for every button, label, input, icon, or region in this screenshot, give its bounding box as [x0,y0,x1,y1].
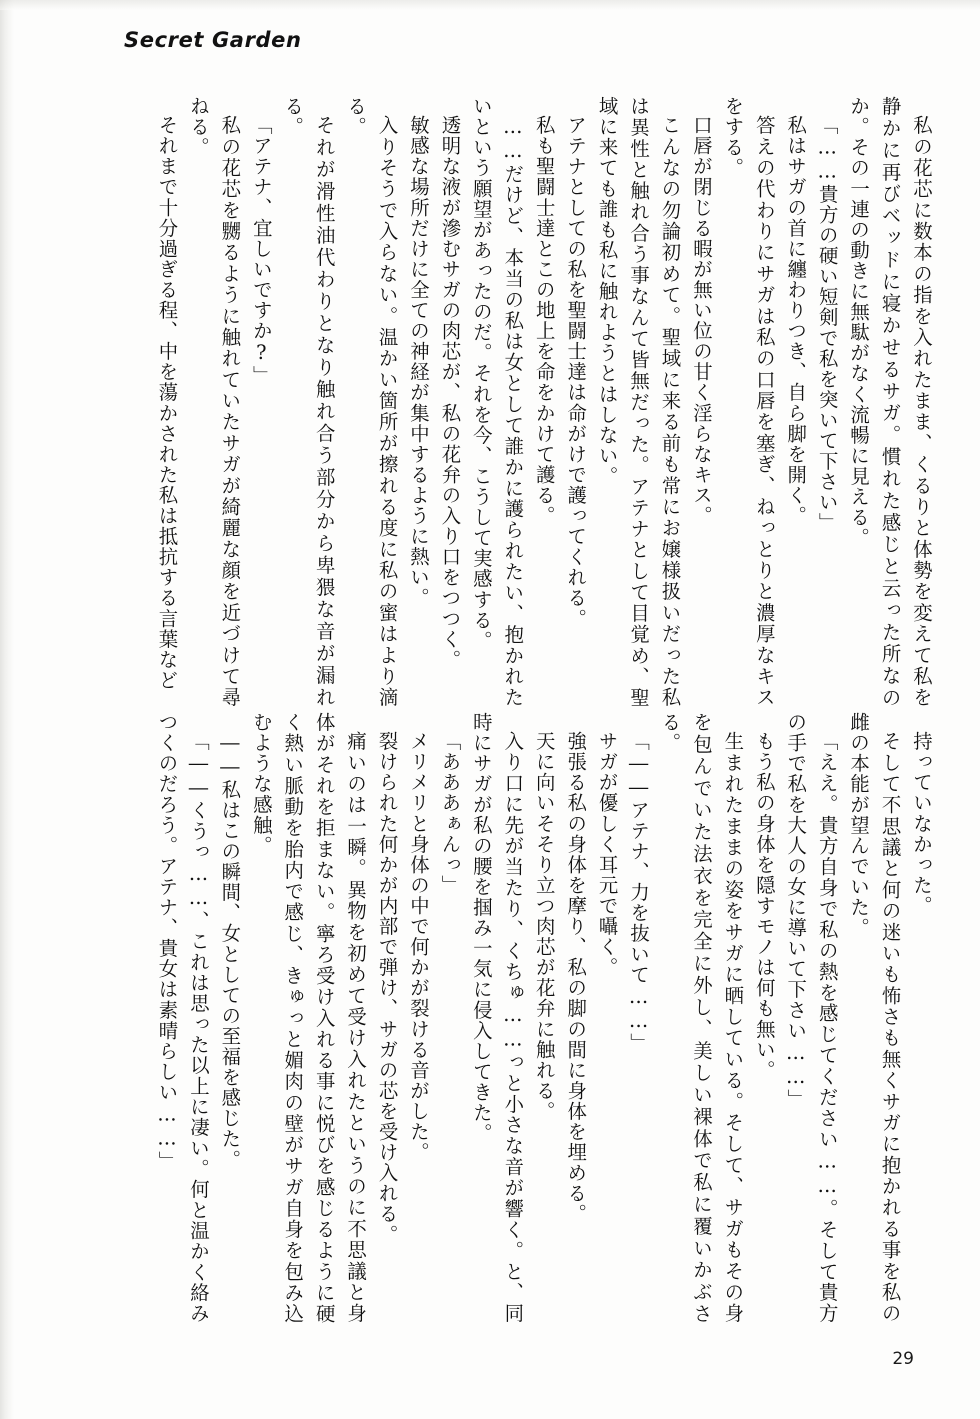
body-paragraph: 強張る私の身体を摩り、私の脚の間に身体を埋める。 [564,731,588,1225]
body-paragraph: 「アテナ、宜しいですか?」 [249,115,273,387]
body-paragraph: もう私の身体を隠すモノは何も無い。 [752,731,776,1081]
body-paragraph: サガが優しく耳元で囁く。 [595,731,619,978]
body-paragraph: それまで十分過ぎる程、中を蕩かされた私は抵抗する言葉など [155,115,179,691]
body-paragraph: 私の花芯を嬲るように触れていたサガが綺麗な顔を近づけて尋ねる。 [186,96,242,708]
scan-edge-shadow-top [0,0,980,10]
body-paragraph: メリメリと身体の中で何かが裂ける音がした。 [407,731,430,1163]
body-paragraph: 「……貴方の硬い短剣で私を突いて下さい」 [815,115,839,534]
page-number: 29 [892,1349,914,1369]
body-paragraph: 入りそうで入らない。温かい箇所が擦れる度に私の蜜はより滴る。 [344,96,399,708]
body-text-lower-block [137,712,937,1324]
body-paragraph: 私はサガの首に纏わりつき、自ら脚を開く。 [784,115,808,527]
body-paragraph: 「あああぁんっ」 [438,731,462,896]
body-paragraph: ――私はこの瞬間、女としての至福を感じた。 [218,731,242,1171]
body-paragraph: 口唇が閉じる暇が無い位の甘く淫らなキス。 [689,115,713,527]
running-head-title: Secret Garden [124,28,302,52]
body-text-upper-block [137,96,937,708]
body-paragraph: 「ええ。貴方自身で私の熱を感じてください……。そして貴方の手で私を大人の女に導いて下さい……」 [784,712,839,1324]
body-paragraph: そして不思議と何の迷いも怖さも無くサガに抱かれる事を私の雌の本能が望んでいた。 [847,712,902,1324]
body-paragraph: それが滑性油代わりとなり触れ合う部分から卑猥な音が漏れる。 [281,96,336,708]
body-paragraph: アテナとしての私を聖闘士達は命がけで護ってくれる。 [564,115,588,630]
body-paragraph: 「――くうっ……、これは思った以上に凄い。何と温かく絡みつくのだろう。アテナ、貴女は素晴らしい……」 [155,712,210,1324]
body-paragraph: 生まれたままの姿をサガに晒している。そして、サガもその身を包んでいた法衣を完全に外し、美しい裸体で私に覆いかぶさる。 [658,712,745,1324]
body-paragraph: ……だけど、本当の私は女として誰かに護られたい、抱かれたいという願望があったのだ。それを今、こうして実感する。 [469,96,525,708]
body-paragraph: 答えの代わりにサガは私の口唇を塞ぎ、ねっとりと濃厚なキスをする。 [721,96,776,708]
body-paragraph: 「――アテナ、力を抜いて……」 [627,731,651,1055]
body-paragraph: 私の花芯に数本の指を入れたまま、くるりと体勢を変えて私を静かに再びベッドに寝かせるサガ。慣れた感じと云った所なのか。その一連の動きに無駄がなく流暢に見える。 [847,96,933,708]
body-paragraph: 裂けられた何かが内部で弾け、サガの芯を受け入れる。 [375,731,399,1246]
body-paragraph: 入り口に先が当たり、くちゅ……っと小さな音が響く。と、同時にサガが私の腰を掴み一気に侵入してきた。 [469,712,525,1324]
scan-edge-shadow-left [0,0,14,1419]
body-paragraph: 敏感な場所だけに全ての神経が集中するように熱い。 [407,115,430,609]
body-paragraph: 私も聖闘士達とこの地上を命をかけて護る。 [532,115,556,527]
body-paragraph: 痛いのは一瞬。異物を初めて受け入れたというのに不思議と身体がそれを拒まない。寧ろ受け入れる事に悦びを感じるように硬く熱い脈動を胎内で感じ、きゅっと媚肉の壁がサガ自身を包み込むような感触。 [249,712,368,1324]
body-paragraph: 透明な液が滲むサガの肉芯が、私の花弁の入り口をつつく。 [438,115,462,671]
body-paragraph: 天に向いそそり立つ肉芯が花弁に触れる。 [532,731,556,1122]
body-paragraph: 持っていなかった。 [910,731,933,917]
body-paragraph: こんなの勿論初めて。聖域に来る前も常にお嬢様扱いだった私は異性と触れ合う事なんて皆無だった。アテナとして目覚め、聖域に来ても誰も私に触れようとはしない。 [595,96,682,708]
